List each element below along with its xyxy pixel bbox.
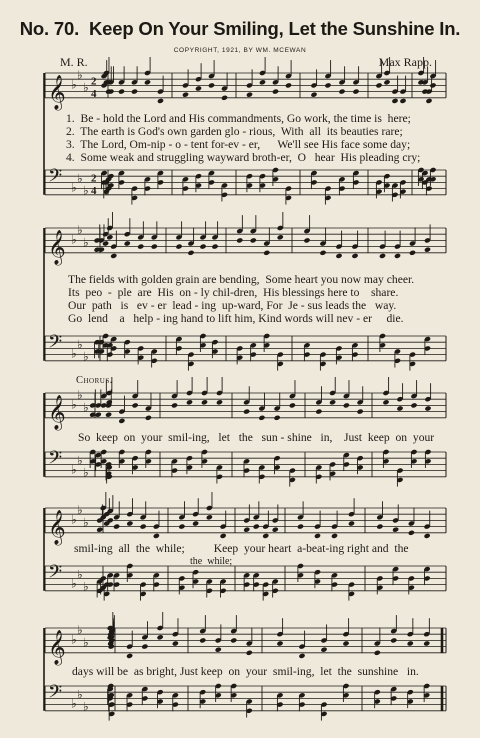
note-head xyxy=(206,514,213,520)
chorus-line-1: So keep on your smil-ing, let the sun - shine in, Just keep on your xyxy=(78,431,435,444)
note-head xyxy=(259,79,266,85)
note-head xyxy=(216,399,223,405)
note-head xyxy=(423,640,430,646)
note-head xyxy=(236,237,243,243)
note-head xyxy=(343,402,350,408)
note-head xyxy=(263,250,270,256)
note-head xyxy=(315,409,322,415)
note-head xyxy=(262,533,269,539)
note-head xyxy=(199,244,206,250)
note-head xyxy=(186,399,193,405)
note-head xyxy=(246,650,253,656)
note-head xyxy=(220,533,227,539)
note-head xyxy=(246,92,253,98)
note-head xyxy=(110,253,117,259)
note-head xyxy=(157,98,164,104)
flat-icon: ♭ xyxy=(83,235,89,250)
note-head xyxy=(383,79,390,85)
note-head xyxy=(352,89,359,95)
flat-icon: ♭ xyxy=(77,623,83,638)
note-head xyxy=(382,399,389,405)
music-credit: Max Rapp. xyxy=(378,55,432,69)
note-head xyxy=(424,405,431,411)
note-head xyxy=(250,237,257,243)
flat-icon: ♭ xyxy=(83,635,89,650)
time-signature: 2 xyxy=(91,172,97,185)
flat-icon: ♭ xyxy=(77,68,83,83)
flat-icon: ♭ xyxy=(83,183,89,198)
note-head xyxy=(429,82,436,88)
flat-icon: ♭ xyxy=(77,337,83,352)
note-head xyxy=(390,637,397,643)
note-head xyxy=(410,402,417,408)
note-head xyxy=(324,82,331,88)
flat-icon: ♭ xyxy=(71,632,77,647)
note-head xyxy=(175,244,182,250)
flat-icon: ♭ xyxy=(71,462,77,477)
bass-clef-icon: 𝄢 xyxy=(48,682,63,707)
note-head xyxy=(187,250,194,256)
treble-clef-icon: 𝄞 xyxy=(48,229,66,265)
note-head xyxy=(394,253,401,259)
verse-2-line-2: Its peo - ple are His on - ly chil-dren, His blessings here to share. xyxy=(68,286,399,299)
treble-clef-icon: 𝄞 xyxy=(48,394,66,430)
flat-icon: ♭ xyxy=(71,232,77,247)
time-signature: 4 xyxy=(91,184,97,197)
note-head xyxy=(319,250,326,256)
note-head xyxy=(351,253,358,259)
flat-icon: ♭ xyxy=(77,567,83,582)
note-head xyxy=(272,89,279,95)
flat-icon: ♭ xyxy=(71,512,77,527)
note-head xyxy=(289,402,296,408)
time-signature: 2 xyxy=(91,75,97,88)
flat-icon: ♭ xyxy=(71,696,77,711)
flat-icon: ♭ xyxy=(77,223,83,238)
note-head xyxy=(303,237,310,243)
note-head xyxy=(96,527,103,533)
note-head xyxy=(243,409,250,415)
flat-icon: ♭ xyxy=(77,388,83,403)
note-head xyxy=(215,647,222,653)
flat-icon: ♭ xyxy=(77,453,83,468)
chorus-line-3: days will be as bright, Just keep on your smil-ing, let the sunshine in. xyxy=(72,665,419,678)
note-head xyxy=(195,85,202,91)
note-head xyxy=(314,533,321,539)
note-head xyxy=(376,524,383,530)
note-head xyxy=(141,644,148,650)
note-head xyxy=(409,250,416,256)
note-head xyxy=(342,640,349,646)
note-head xyxy=(199,637,206,643)
note-head xyxy=(320,647,327,653)
bass-clef-icon: 𝄢 xyxy=(48,562,63,587)
time-signature: 4 xyxy=(91,87,97,100)
note-head xyxy=(124,240,131,246)
bass-clef-icon: 𝄢 xyxy=(48,166,63,191)
note-head xyxy=(171,402,178,408)
flat-icon: ♭ xyxy=(71,397,77,412)
note-head xyxy=(408,530,415,536)
note-head xyxy=(131,89,138,95)
flat-icon: ♭ xyxy=(71,346,77,361)
verse-3-line-1: 3. The Lord, Om-nip - o - tent for-ev - er, We'll see His face some day; xyxy=(66,138,411,151)
flat-icon: ♭ xyxy=(77,171,83,186)
flat-icon: ♭ xyxy=(83,465,89,480)
note-head xyxy=(208,82,215,88)
chorus-line-2-alt: the while; xyxy=(190,556,233,567)
note-head xyxy=(348,520,355,526)
note-head xyxy=(310,92,317,98)
verse-4-line-2: Go lend a help - ing hand to lift him, Kind words will nev - er die. xyxy=(68,312,404,325)
note-head xyxy=(201,399,208,405)
flat-icon: ♭ xyxy=(83,80,89,95)
note-head xyxy=(277,234,284,240)
verse-3-line-2: Our path is ev - er lead - ing up-ward, For Je - sus leads the way. xyxy=(68,299,397,312)
flat-icon: ♭ xyxy=(83,699,89,714)
flat-icon: ♭ xyxy=(71,576,77,591)
note-head xyxy=(285,82,292,88)
treble-clef-icon: 𝄞 xyxy=(48,509,66,545)
copyright-notice: COPYRIGHT, 1921, BY WM. MCEWAN xyxy=(173,47,307,54)
note-head xyxy=(172,640,179,646)
note-head xyxy=(297,524,304,530)
note-head xyxy=(357,409,364,415)
note-head xyxy=(391,98,398,104)
note-head xyxy=(221,95,228,101)
flat-icon: ♭ xyxy=(83,579,89,594)
note-head xyxy=(425,98,432,104)
note-head xyxy=(182,92,189,98)
chorus-line-2: smil-ing all the while; Keep your heart a-beat-ing right and the xyxy=(74,542,409,555)
note-head xyxy=(95,412,102,418)
flat-icon: ♭ xyxy=(77,503,83,518)
note-head xyxy=(118,418,125,424)
note-head xyxy=(335,253,342,259)
note-head xyxy=(331,533,338,539)
verse-1-line-2: The fields with golden grain are bending, Some heart you now may cheer. xyxy=(68,273,415,286)
note-head xyxy=(274,415,281,421)
note-head xyxy=(230,637,237,643)
flat-icon: ♭ xyxy=(83,349,89,364)
note-head xyxy=(178,524,185,530)
note-head xyxy=(298,653,305,659)
note-head xyxy=(145,415,152,421)
note-head xyxy=(396,405,403,411)
chorus-label: Chorus. xyxy=(76,375,113,386)
note-head xyxy=(329,399,336,405)
bass-clef-icon: 𝄢 xyxy=(48,448,63,473)
note-head xyxy=(118,89,125,95)
note-head xyxy=(144,79,151,85)
note-head xyxy=(253,524,260,530)
verse-4-line-1: 4. Some weak and struggling wayward broth-er, O hear His pleading cry; xyxy=(66,151,421,164)
note-head xyxy=(379,253,386,259)
note-head xyxy=(258,415,265,421)
note-head xyxy=(375,82,382,88)
note-head xyxy=(151,244,158,250)
bass-clef-icon: 𝄢 xyxy=(48,332,63,357)
note-head xyxy=(192,520,199,526)
note-head xyxy=(140,524,147,530)
flat-icon: ♭ xyxy=(83,515,89,530)
verse-1-line-1: 1. Be - hold the Lord and His commandments, Go work, the time is here; xyxy=(66,112,411,125)
note-head xyxy=(424,533,431,539)
words-credit: M. R. xyxy=(60,55,88,69)
hymn-number: No. 70. xyxy=(19,18,80,39)
note-head xyxy=(338,89,345,95)
verse-2-line-1: 2. The earth is God's own garden glo - rious, With all its beauties rare; xyxy=(66,125,403,138)
note-head xyxy=(392,527,399,533)
note-head xyxy=(424,247,431,253)
note-head xyxy=(153,533,160,539)
note-head xyxy=(272,527,279,533)
note-head xyxy=(407,640,414,646)
flat-icon: ♭ xyxy=(77,687,83,702)
note-head xyxy=(374,650,381,656)
note-head xyxy=(132,402,139,408)
note-head xyxy=(126,520,133,526)
note-head xyxy=(243,527,250,533)
note-head xyxy=(105,412,112,418)
flat-icon: ♭ xyxy=(71,180,77,195)
treble-clef-icon: 𝄞 xyxy=(48,629,66,665)
treble-clef-icon: 𝄞 xyxy=(48,74,66,110)
note-head xyxy=(211,244,218,250)
note-head xyxy=(157,634,164,640)
note-head xyxy=(126,653,133,659)
note-head xyxy=(113,524,120,530)
flat-icon: ♭ xyxy=(83,400,89,415)
note-head xyxy=(276,640,283,646)
note-head xyxy=(399,98,406,104)
hymn-title-text: Keep On Your Smiling, Let the Sunshine In. xyxy=(89,18,461,39)
flat-icon: ♭ xyxy=(71,77,77,92)
note-head xyxy=(137,244,144,250)
